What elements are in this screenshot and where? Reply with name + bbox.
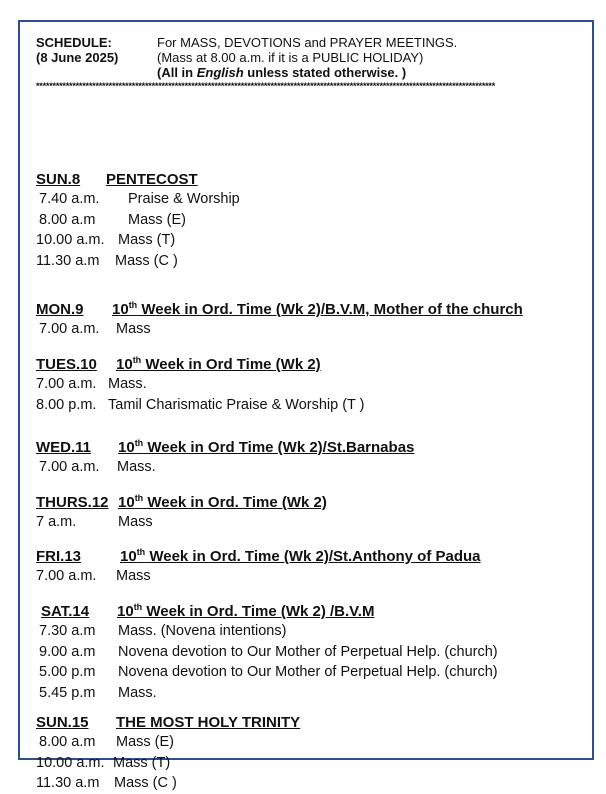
- schedule-time: 8.00 a.m: [39, 211, 96, 228]
- day-title-rest: Week in Ord. Time (Wk 2)/B.V.M, Mother of the church: [137, 301, 523, 318]
- schedule-row: [36, 395, 365, 416]
- schedule-row: [36, 662, 498, 683]
- day-heading: [36, 489, 327, 512]
- day-name: TUES.10: [36, 356, 97, 373]
- day-heading: [36, 296, 523, 319]
- language-note-em: English: [196, 65, 244, 80]
- day-title: [116, 351, 321, 374]
- day-name: WED.11: [36, 439, 92, 456]
- schedule-time: 7 a.m.: [36, 514, 77, 530]
- schedule-description: Praise & Worship: [128, 191, 240, 207]
- schedule-row: [36, 374, 365, 395]
- day-title-main: PENTECOST: [106, 171, 198, 188]
- schedule-description: Mass (E): [116, 734, 174, 750]
- schedule-row: [36, 251, 240, 272]
- schedule-row: [36, 230, 240, 251]
- schedule-time: 8.00 a.m: [39, 734, 96, 750]
- schedule-row: [36, 512, 327, 533]
- language-note-pre: (All in: [157, 65, 197, 80]
- day-heading: [36, 543, 481, 566]
- schedule-time: 10.00 a.m.: [36, 754, 105, 771]
- schedule-row: [36, 210, 240, 231]
- schedule-text: For MASS, DEVOTIONS and PRAYER MEETINGS.: [157, 35, 458, 50]
- schedule-row: [36, 319, 523, 340]
- day-title-main: 10: [120, 548, 137, 565]
- day-section: [36, 296, 523, 340]
- ordinal-suffix: th: [134, 493, 144, 503]
- day-title: [118, 489, 327, 512]
- schedule-time: 11.30 a.m: [36, 252, 100, 269]
- schedule-content: [36, 35, 596, 791]
- schedule-row: [36, 732, 300, 753]
- schedule-row: [36, 642, 498, 663]
- day-title-rest: Week in Ord. Time (Wk 2): [143, 494, 327, 511]
- schedule-description: Mass (E): [128, 211, 186, 228]
- day-section: [36, 598, 498, 703]
- day-title: [118, 434, 414, 457]
- schedule-description: Mass: [116, 568, 151, 584]
- schedule-row: [36, 189, 240, 210]
- separator-stars: *******************************************************************************************************************************************: [36, 81, 496, 91]
- language-note: [157, 65, 406, 80]
- day-name: SAT.14: [41, 603, 90, 620]
- schedule-description: Mass: [118, 514, 153, 530]
- schedule-description: Mass.: [108, 376, 147, 392]
- schedule-time: 7.00 a.m.: [39, 321, 100, 337]
- schedule-description: Mass.: [118, 684, 157, 701]
- schedule-description: Mass (T): [118, 232, 176, 248]
- schedule-description: Novena devotion to Our Mother of Perpetual Help. (church): [118, 643, 498, 660]
- day-section: [36, 543, 481, 587]
- schedule-time: 11.30 a.m: [36, 775, 100, 791]
- day-title-main: 10: [117, 603, 134, 620]
- day-section: [36, 171, 240, 271]
- ordinal-suffix: th: [133, 602, 143, 612]
- schedule-row: [36, 773, 300, 794]
- schedule-time: 7.00 a.m.: [39, 459, 100, 475]
- day-heading: [36, 714, 300, 732]
- date-text: (Mass at 8.00 a.m. if it is a PUBLIC HOLIDAY): [157, 50, 424, 65]
- day-title-rest: Week in Ord Time (Wk 2)/St.Barnabas: [143, 439, 415, 456]
- day-title-main: 10: [118, 494, 135, 511]
- language-note-post: unless stated otherwise. ): [243, 65, 407, 80]
- day-title-main: THE MOST HOLY TRINITY: [116, 714, 301, 731]
- schedule-label: SCHEDULE:: [36, 35, 112, 50]
- schedule-time: 5.00 p.m: [39, 664, 96, 680]
- day-name: FRI.13: [36, 548, 82, 565]
- day-name: THURS.12: [36, 494, 109, 511]
- schedule-row: [36, 621, 498, 642]
- schedule-row: [36, 753, 300, 774]
- schedule-description: Mass. (Novena intentions): [118, 623, 287, 639]
- header-line-3: [36, 65, 596, 80]
- schedule-time: 10.00 a.m.: [36, 232, 105, 248]
- schedule-description: Mass (C ): [115, 252, 178, 269]
- schedule-description: Novena devotion to Our Mother of Perpetual Help. (church): [118, 664, 498, 680]
- day-name: MON.9: [36, 301, 84, 318]
- day-title-main: 10: [112, 301, 129, 318]
- day-title: [112, 296, 523, 319]
- day-title-main: 10: [118, 439, 135, 456]
- date-label: (8 June 2025): [36, 50, 119, 65]
- schedule-row: [36, 566, 481, 587]
- ordinal-suffix: th: [136, 547, 146, 557]
- day-heading: [36, 351, 365, 374]
- day-title: [117, 598, 374, 621]
- day-title: [106, 171, 198, 189]
- ordinal-suffix: th: [132, 355, 142, 365]
- day-title: [120, 543, 481, 566]
- day-section: [36, 434, 414, 478]
- day-name: SUN.15: [36, 714, 89, 731]
- schedule-description: Mass: [116, 321, 151, 337]
- schedule-time: 5.45 p.m: [39, 684, 96, 701]
- day-heading: [36, 598, 498, 621]
- schedule-time: 7.00 a.m.: [36, 376, 97, 392]
- day-heading: [36, 434, 414, 457]
- day-title-main: 10: [116, 356, 133, 373]
- day-title-rest: Week in Ord. Time (Wk 2)/St.Anthony of Padua: [145, 548, 481, 565]
- day-heading: [36, 171, 240, 189]
- schedule-description: Tamil Charismatic Praise & Worship (T ): [108, 396, 365, 413]
- day-section: [36, 714, 300, 794]
- day-section: [36, 351, 365, 415]
- ordinal-suffix: th: [134, 438, 144, 448]
- header-line-1: [36, 35, 596, 50]
- schedule-description: Mass (T): [113, 754, 171, 771]
- day-section: [36, 489, 327, 533]
- schedule-row: [36, 683, 498, 704]
- schedule-time: 7.30 a.m: [39, 623, 96, 639]
- schedule-time: 7.00 a.m.: [36, 568, 97, 584]
- schedule-time: 7.40 a.m.: [39, 191, 100, 207]
- ordinal-suffix: th: [128, 300, 138, 310]
- schedule-row: [36, 457, 414, 478]
- day-title-rest: Week in Ord. Time (Wk 2) /B.V.M: [142, 603, 375, 620]
- header-line-2: [36, 50, 596, 65]
- schedule-description: Mass.: [117, 459, 156, 475]
- schedule-time: 8.00 p.m.: [36, 396, 97, 413]
- day-title: [116, 714, 300, 732]
- day-title-rest: Week in Ord Time (Wk 2): [141, 356, 321, 373]
- day-name: SUN.8: [36, 171, 81, 188]
- schedule-description: Mass (C ): [114, 775, 177, 791]
- schedule-time: 9.00 a.m: [39, 643, 96, 660]
